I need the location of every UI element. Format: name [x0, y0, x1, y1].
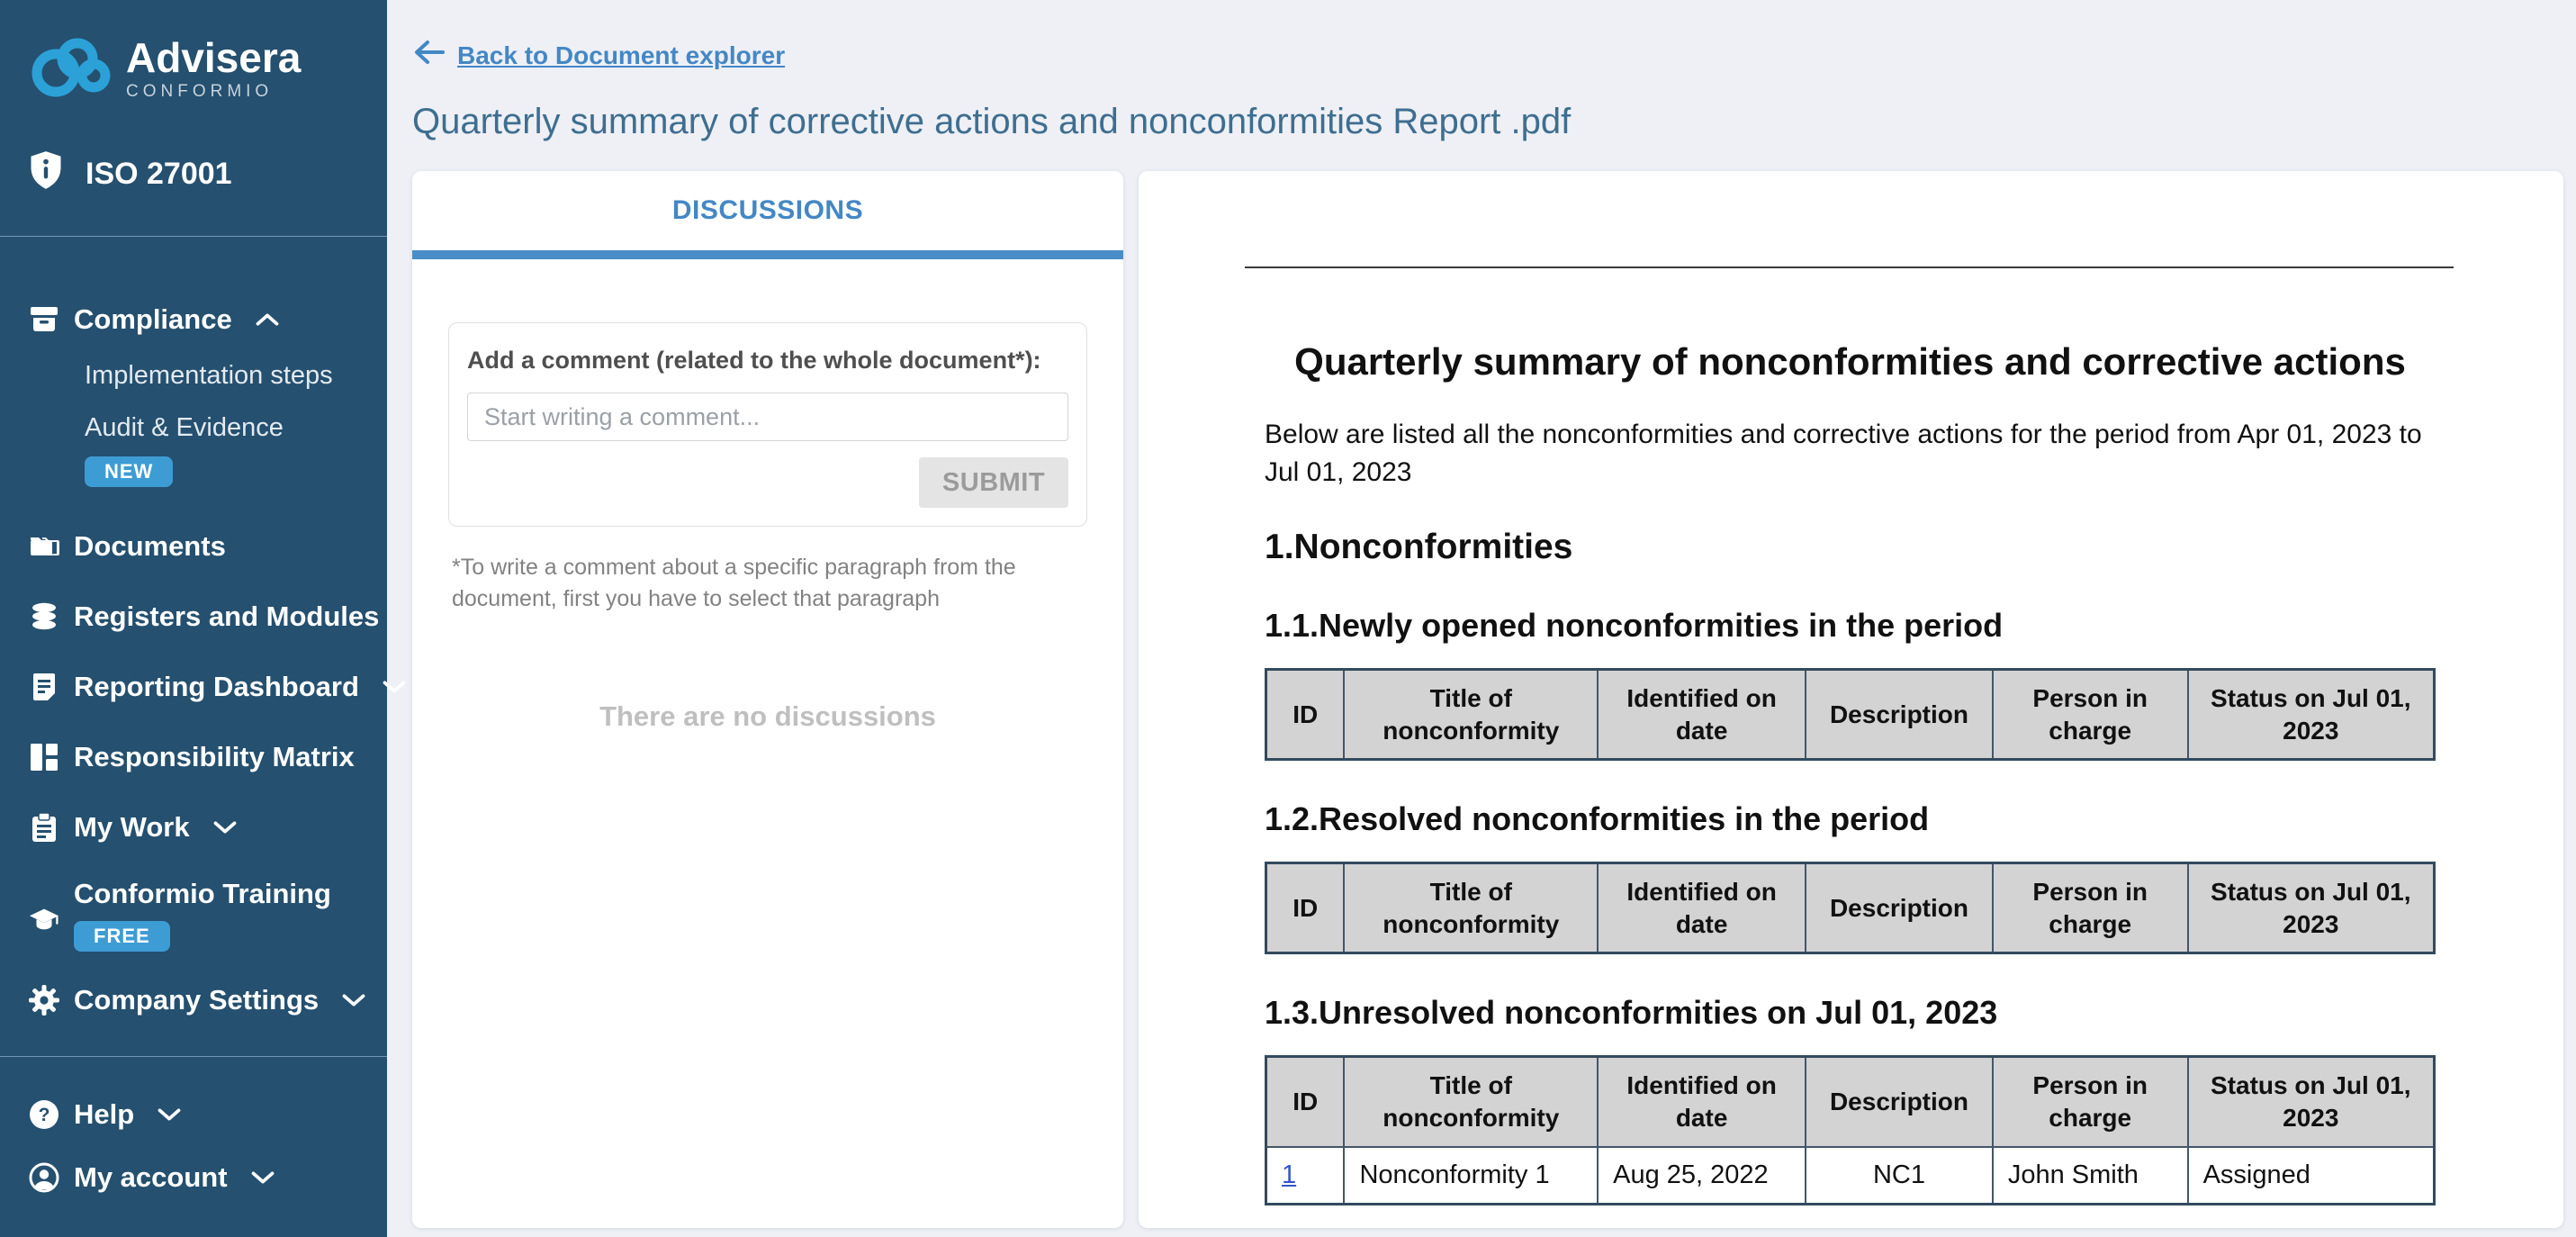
topbar — [412, 0, 2563, 171]
sidebar-item-registers-modules[interactable] — [28, 599, 387, 635]
sidebar-item-company-settings[interactable] — [28, 982, 387, 1018]
col-description: Description — [1806, 670, 1993, 760]
col-status: Status on Jul 01, 2023 — [2188, 1057, 2435, 1147]
svg-text:?: ? — [38, 1105, 50, 1125]
person-icon — [28, 1161, 60, 1194]
nonconformity-description-cell: NC1 — [1806, 1147, 1993, 1205]
sidebar-item-label: Documents — [74, 530, 226, 562]
question-icon — [28, 1098, 60, 1131]
sidebar-item-label: Responsibility Matrix — [74, 741, 355, 772]
resolved-nonconformities-table — [1265, 862, 2436, 954]
tab-discussions-label: DISCUSSIONS — [671, 195, 864, 225]
document-title: Quarterly summary of nonconformities and corrective actions — [1294, 340, 2406, 383]
submit-comment-button[interactable]: SUBMIT — [919, 457, 1068, 508]
col-id: ID — [1266, 1057, 1345, 1147]
nonconformity-title-cell: Nonconformity 1 — [1344, 1147, 1598, 1205]
sidebar-nav — [0, 237, 387, 1018]
sidebar-item-my-work[interactable] — [28, 809, 387, 845]
chevron-down-icon — [212, 818, 238, 836]
standard-selector[interactable] — [28, 150, 387, 198]
table-header-row — [1266, 863, 2435, 953]
col-person: Person in charge — [1993, 863, 2188, 953]
nonconformity-date-cell: Aug 25, 2022 — [1598, 1147, 1806, 1205]
main-area — [387, 0, 2576, 1237]
subsection-heading-newly-opened: 1.1.Newly opened nonconformities in the period — [1265, 607, 2004, 644]
add-comment-label: Add a comment (related to the whole document*): — [467, 347, 1041, 374]
page-title: Quarterly summary of corrective actions and nonconformities Report .pdf — [412, 102, 1572, 141]
sidebar-bottom — [0, 1056, 387, 1237]
standard-label: ISO 27001 — [86, 157, 232, 191]
grid-icon — [28, 741, 60, 773]
database-icon — [28, 600, 60, 633]
sidebar-item-label: Conformio Training — [74, 878, 331, 909]
chevron-down-icon — [341, 991, 366, 1009]
sidebar-item-implementation-steps[interactable]: Implementation steps — [85, 360, 333, 390]
col-title: Title of nonconformity — [1344, 670, 1598, 760]
brand-name: Advisera — [126, 33, 302, 81]
sidebar-item-responsibility-matrix[interactable] — [28, 739, 387, 775]
content-panels — [412, 171, 2563, 1228]
col-title: Title of nonconformity — [1344, 1057, 1598, 1147]
col-description: Description — [1806, 1057, 1993, 1147]
col-description: Description — [1806, 863, 1993, 953]
nonconformity-id-cell — [1266, 1147, 1345, 1205]
back-to-document-explorer-link[interactable] — [412, 40, 785, 71]
chevron-down-icon — [157, 1106, 182, 1124]
discussions-panel — [412, 171, 1123, 1228]
tab-active-indicator — [412, 250, 1123, 259]
comment-footnote: *To write a comment about a specific paragraph from the document, first you have to select that paragraph — [452, 555, 1016, 611]
col-id: ID — [1266, 670, 1345, 760]
document-content — [1245, 340, 2454, 1205]
new-badge-row — [28, 456, 387, 487]
document-intro: Below are listed all the nonconformities and corrective actions for the period from Apr 01, 2023 to Jul 01, 2023 — [1265, 420, 2422, 487]
sidebar — [0, 0, 387, 1237]
arrow-left-icon — [412, 40, 446, 71]
subsection-heading-unresolved: 1.3.Unresolved nonconformities on Jul 01, 2023 — [1265, 994, 1998, 1031]
document-viewer-panel — [1139, 171, 2563, 1228]
free-badge: FREE — [74, 921, 170, 952]
report-icon — [28, 671, 60, 703]
cloud-icon — [25, 31, 115, 105]
sidebar-item-conformio-training[interactable] — [28, 878, 387, 952]
sidebar-item-label: Help — [74, 1098, 135, 1130]
sidebar-item-label: Company Settings — [74, 984, 320, 1016]
gear-icon — [28, 984, 60, 1016]
col-identified: Identified on date — [1598, 863, 1806, 953]
sidebar-item-label: Compliance — [74, 303, 232, 335]
table-header-row — [1266, 670, 2435, 760]
col-status: Status on Jul 01, 2023 — [2188, 670, 2435, 760]
col-title: Title of nonconformity — [1344, 863, 1598, 953]
nonconformity-id-link[interactable]: 1 — [1282, 1160, 1297, 1189]
unresolved-nonconformities-table — [1265, 1055, 2436, 1205]
table-header-row — [1266, 1057, 2435, 1147]
nonconformity-person-cell: John Smith — [1993, 1147, 2188, 1205]
sidebar-item-label: My Work — [74, 811, 190, 843]
newly-opened-nonconformities-table — [1265, 668, 2436, 761]
no-discussions-message: There are no discussions — [599, 700, 936, 732]
sidebar-item-compliance[interactable] — [28, 302, 387, 338]
sidebar-item-reporting-dashboard[interactable] — [28, 669, 387, 705]
sidebar-item-label: My account — [74, 1161, 228, 1193]
sidebar-item-my-account[interactable] — [28, 1160, 387, 1196]
sidebar-item-documents[interactable] — [28, 528, 387, 564]
chevron-up-icon — [255, 311, 280, 329]
sidebar-item-help[interactable] — [28, 1097, 387, 1133]
col-identified: Identified on date — [1598, 1057, 1806, 1147]
shield-icon — [28, 150, 64, 198]
table-row — [1266, 1147, 2435, 1205]
col-person: Person in charge — [1993, 1057, 2188, 1147]
clipboard-icon — [28, 811, 60, 844]
subsection-heading-resolved: 1.2.Resolved nonconformities in the period — [1265, 800, 1930, 837]
brand-subtitle: CONFORMIO — [126, 81, 274, 101]
col-status: Status on Jul 01, 2023 — [2188, 863, 2435, 953]
document-top-divider — [1245, 266, 2454, 268]
sidebar-item-audit-evidence[interactable]: Audit & Evidence — [85, 412, 284, 442]
col-person: Person in charge — [1993, 670, 2188, 760]
col-identified: Identified on date — [1598, 670, 1806, 760]
brand-logo[interactable] — [0, 0, 387, 105]
col-id: ID — [1266, 863, 1345, 953]
sidebar-item-label: Reporting Dashboard — [74, 671, 359, 702]
back-link-label: Back to Document explorer — [457, 41, 786, 69]
graduation-cap-icon — [28, 903, 60, 952]
archive-icon — [28, 303, 60, 336]
section-heading-nonconformities: 1.Nonconformities — [1265, 528, 1573, 566]
comment-input[interactable] — [467, 393, 1068, 441]
new-badge: NEW — [85, 456, 173, 487]
sidebar-item-label: Registers and Modules — [74, 600, 380, 632]
tab-discussions[interactable] — [412, 171, 1123, 250]
nonconformity-status-cell: Assigned — [2188, 1147, 2435, 1205]
folder-icon — [28, 530, 60, 563]
chevron-down-icon — [250, 1169, 275, 1187]
add-comment-card — [448, 322, 1087, 527]
